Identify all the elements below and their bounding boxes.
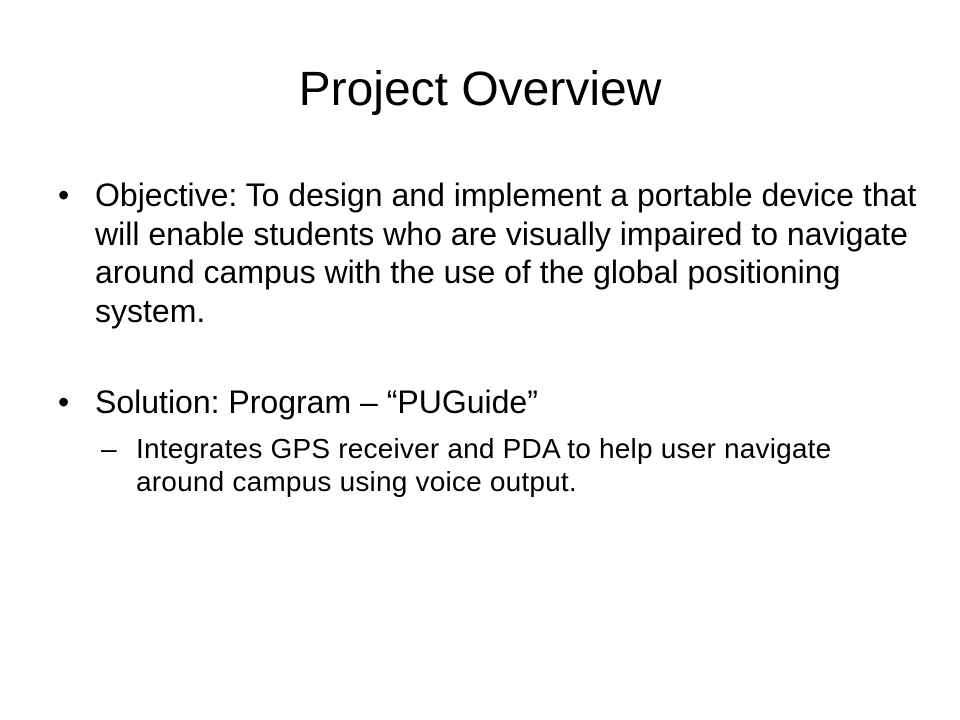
bullet-text-objective: Objective: To design and implement a portable device that will enable students who are visually impaired to navigate around campus with the use of the global positioning system. bbox=[95, 177, 917, 329]
bullet-marker: • bbox=[58, 177, 70, 213]
bullet-list bbox=[58, 176, 918, 498]
sub-bullet-text: Integrates GPS receiver and PDA to help user navigate around campus using voice output. bbox=[136, 432, 832, 497]
sub-bullet-marker: – bbox=[101, 432, 117, 464]
sub-bullet-list bbox=[95, 432, 918, 498]
bullet-objective bbox=[58, 176, 918, 330]
slide-title: Project Overview bbox=[298, 63, 662, 116]
bullet-text-solution: Solution: Program – “PUGuide” bbox=[95, 384, 538, 420]
sub-bullet-integrates bbox=[101, 432, 918, 498]
bullet-marker: • bbox=[58, 384, 70, 420]
bullet-solution bbox=[58, 383, 918, 498]
